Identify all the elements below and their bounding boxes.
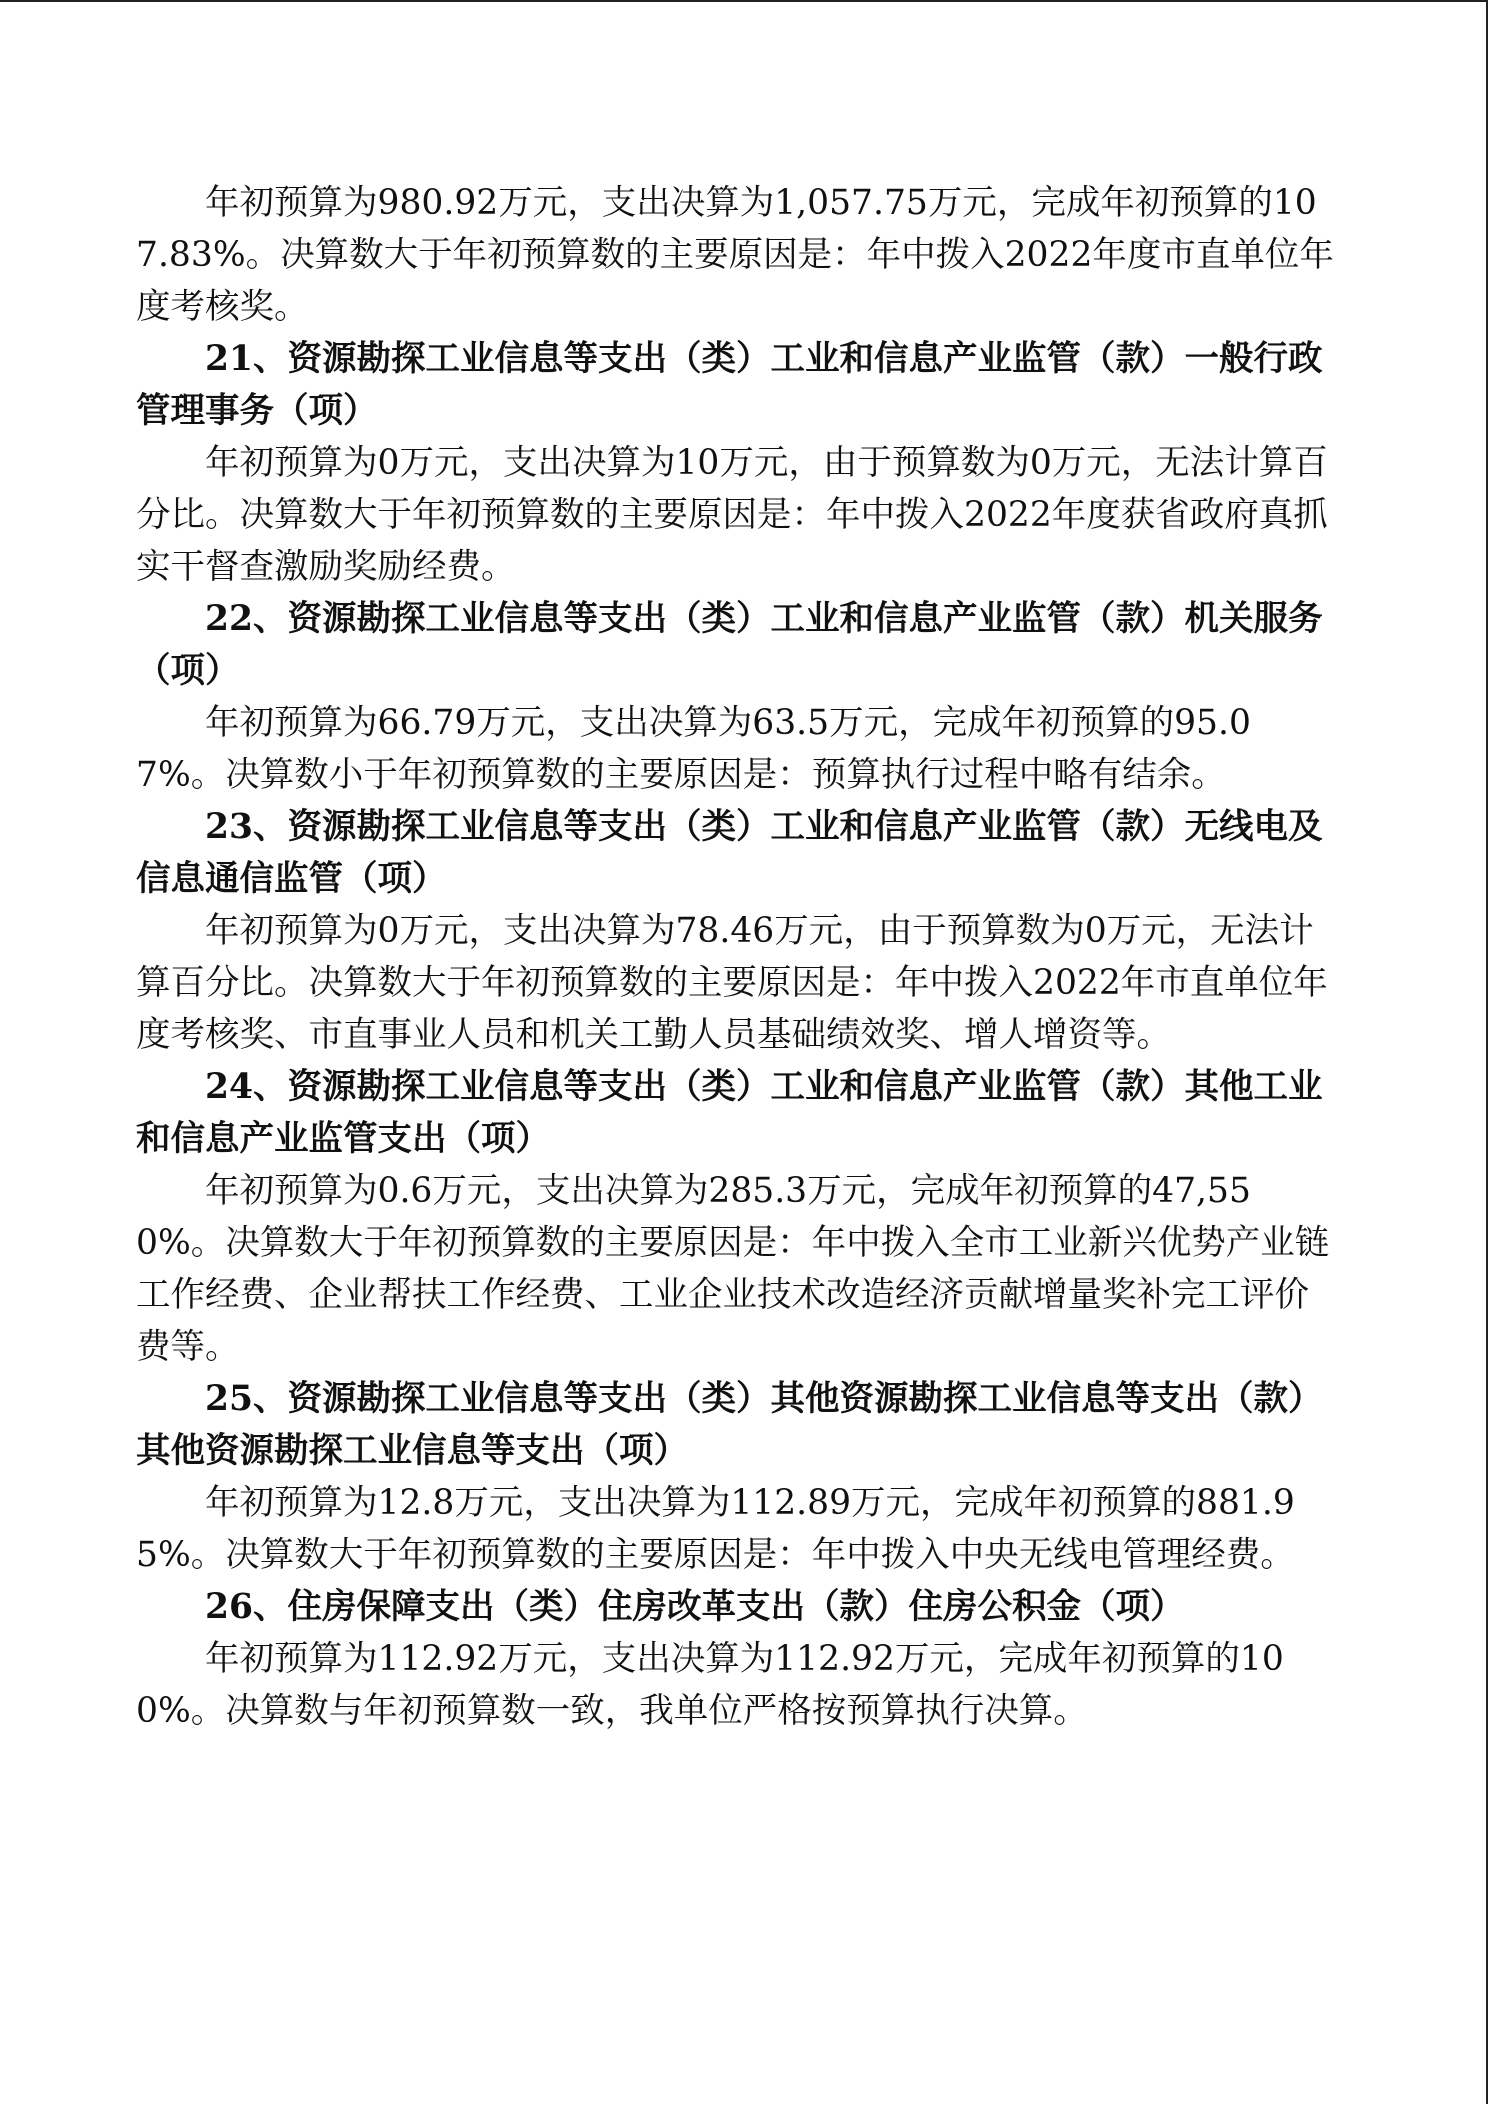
- paragraph-24-body: 年初预算为0.6万元，支出决算为285.3万元，完成年初预算的47,550%。决算数大于年初预算数的主要原因是：年中拨入全市工业新兴优势产业链工作经费、企业帮扶工作经费、工业企业技术改造经济贡献增量奖补完工评价费等。: [136, 1171, 1330, 1367]
- section-25-heading: 25、资源勘探工业信息等支出（类）其他资源勘探工业信息等支出（款）其他资源勘探工业信息等支出（项）: [136, 1379, 1323, 1471]
- section-24-heading: 24、资源勘探工业信息等支出（类）工业和信息产业监管（款）其他工业和信息产业监管支出（项）: [136, 1067, 1323, 1159]
- section-22-heading: 22、资源勘探工业信息等支出（类）工业和信息产业监管（款）机关服务（项）: [136, 599, 1323, 691]
- paragraph-26-body: 年初预算为112.92万元，支出决算为112.92万元，完成年初预算的100%。决算数与年初预算数一致，我单位严格按预算执行决算。: [136, 1639, 1284, 1731]
- section-21-heading: 21、资源勘探工业信息等支出（类）工业和信息产业监管（款）一般行政管理事务（项）: [136, 339, 1323, 431]
- document-body: [136, 177, 1336, 1737]
- section-26-heading: 26、住房保障支出（类）住房改革支出（款）住房公积金（项）: [205, 1587, 1185, 1627]
- page-top-border: [0, 0, 1488, 2]
- section-23-heading: 23、资源勘探工业信息等支出（类）工业和信息产业监管（款）无线电及信息通信监管（项）: [136, 807, 1323, 899]
- paragraph-25-body: 年初预算为12.8万元，支出决算为112.89万元，完成年初预算的881.95%。决算数大于年初预算数的主要原因是：年中拨入中央无线电管理经费。: [136, 1483, 1295, 1575]
- paragraph-21-body: 年初预算为0万元，支出决算为10万元，由于预算数为0万元，无法计算百分比。决算数大于年初预算数的主要原因是：年中拨入2022年度获省政府真抓实干督查激励奖励经费。: [136, 443, 1328, 587]
- paragraph-23-body: 年初预算为0万元，支出决算为78.46万元，由于预算数为0万元，无法计算百分比。决算数大于年初预算数的主要原因是：年中拨入2022年市直单位年度考核奖、市直事业人员和机关工勤人员基础绩效奖、增人增资等。: [136, 911, 1328, 1055]
- paragraph-22-body: 年初预算为66.79万元，支出决算为63.5万元，完成年初预算的95.07%。决算数小于年初预算数的主要原因是：预算执行过程中略有结余。: [136, 703, 1251, 795]
- paragraph-20-body: 年初预算为980.92万元，支出决算为1,057.75万元，完成年初预算的107.83%。决算数大于年初预算数的主要原因是：年中拨入2022年度市直单位年度考核奖。: [136, 183, 1334, 327]
